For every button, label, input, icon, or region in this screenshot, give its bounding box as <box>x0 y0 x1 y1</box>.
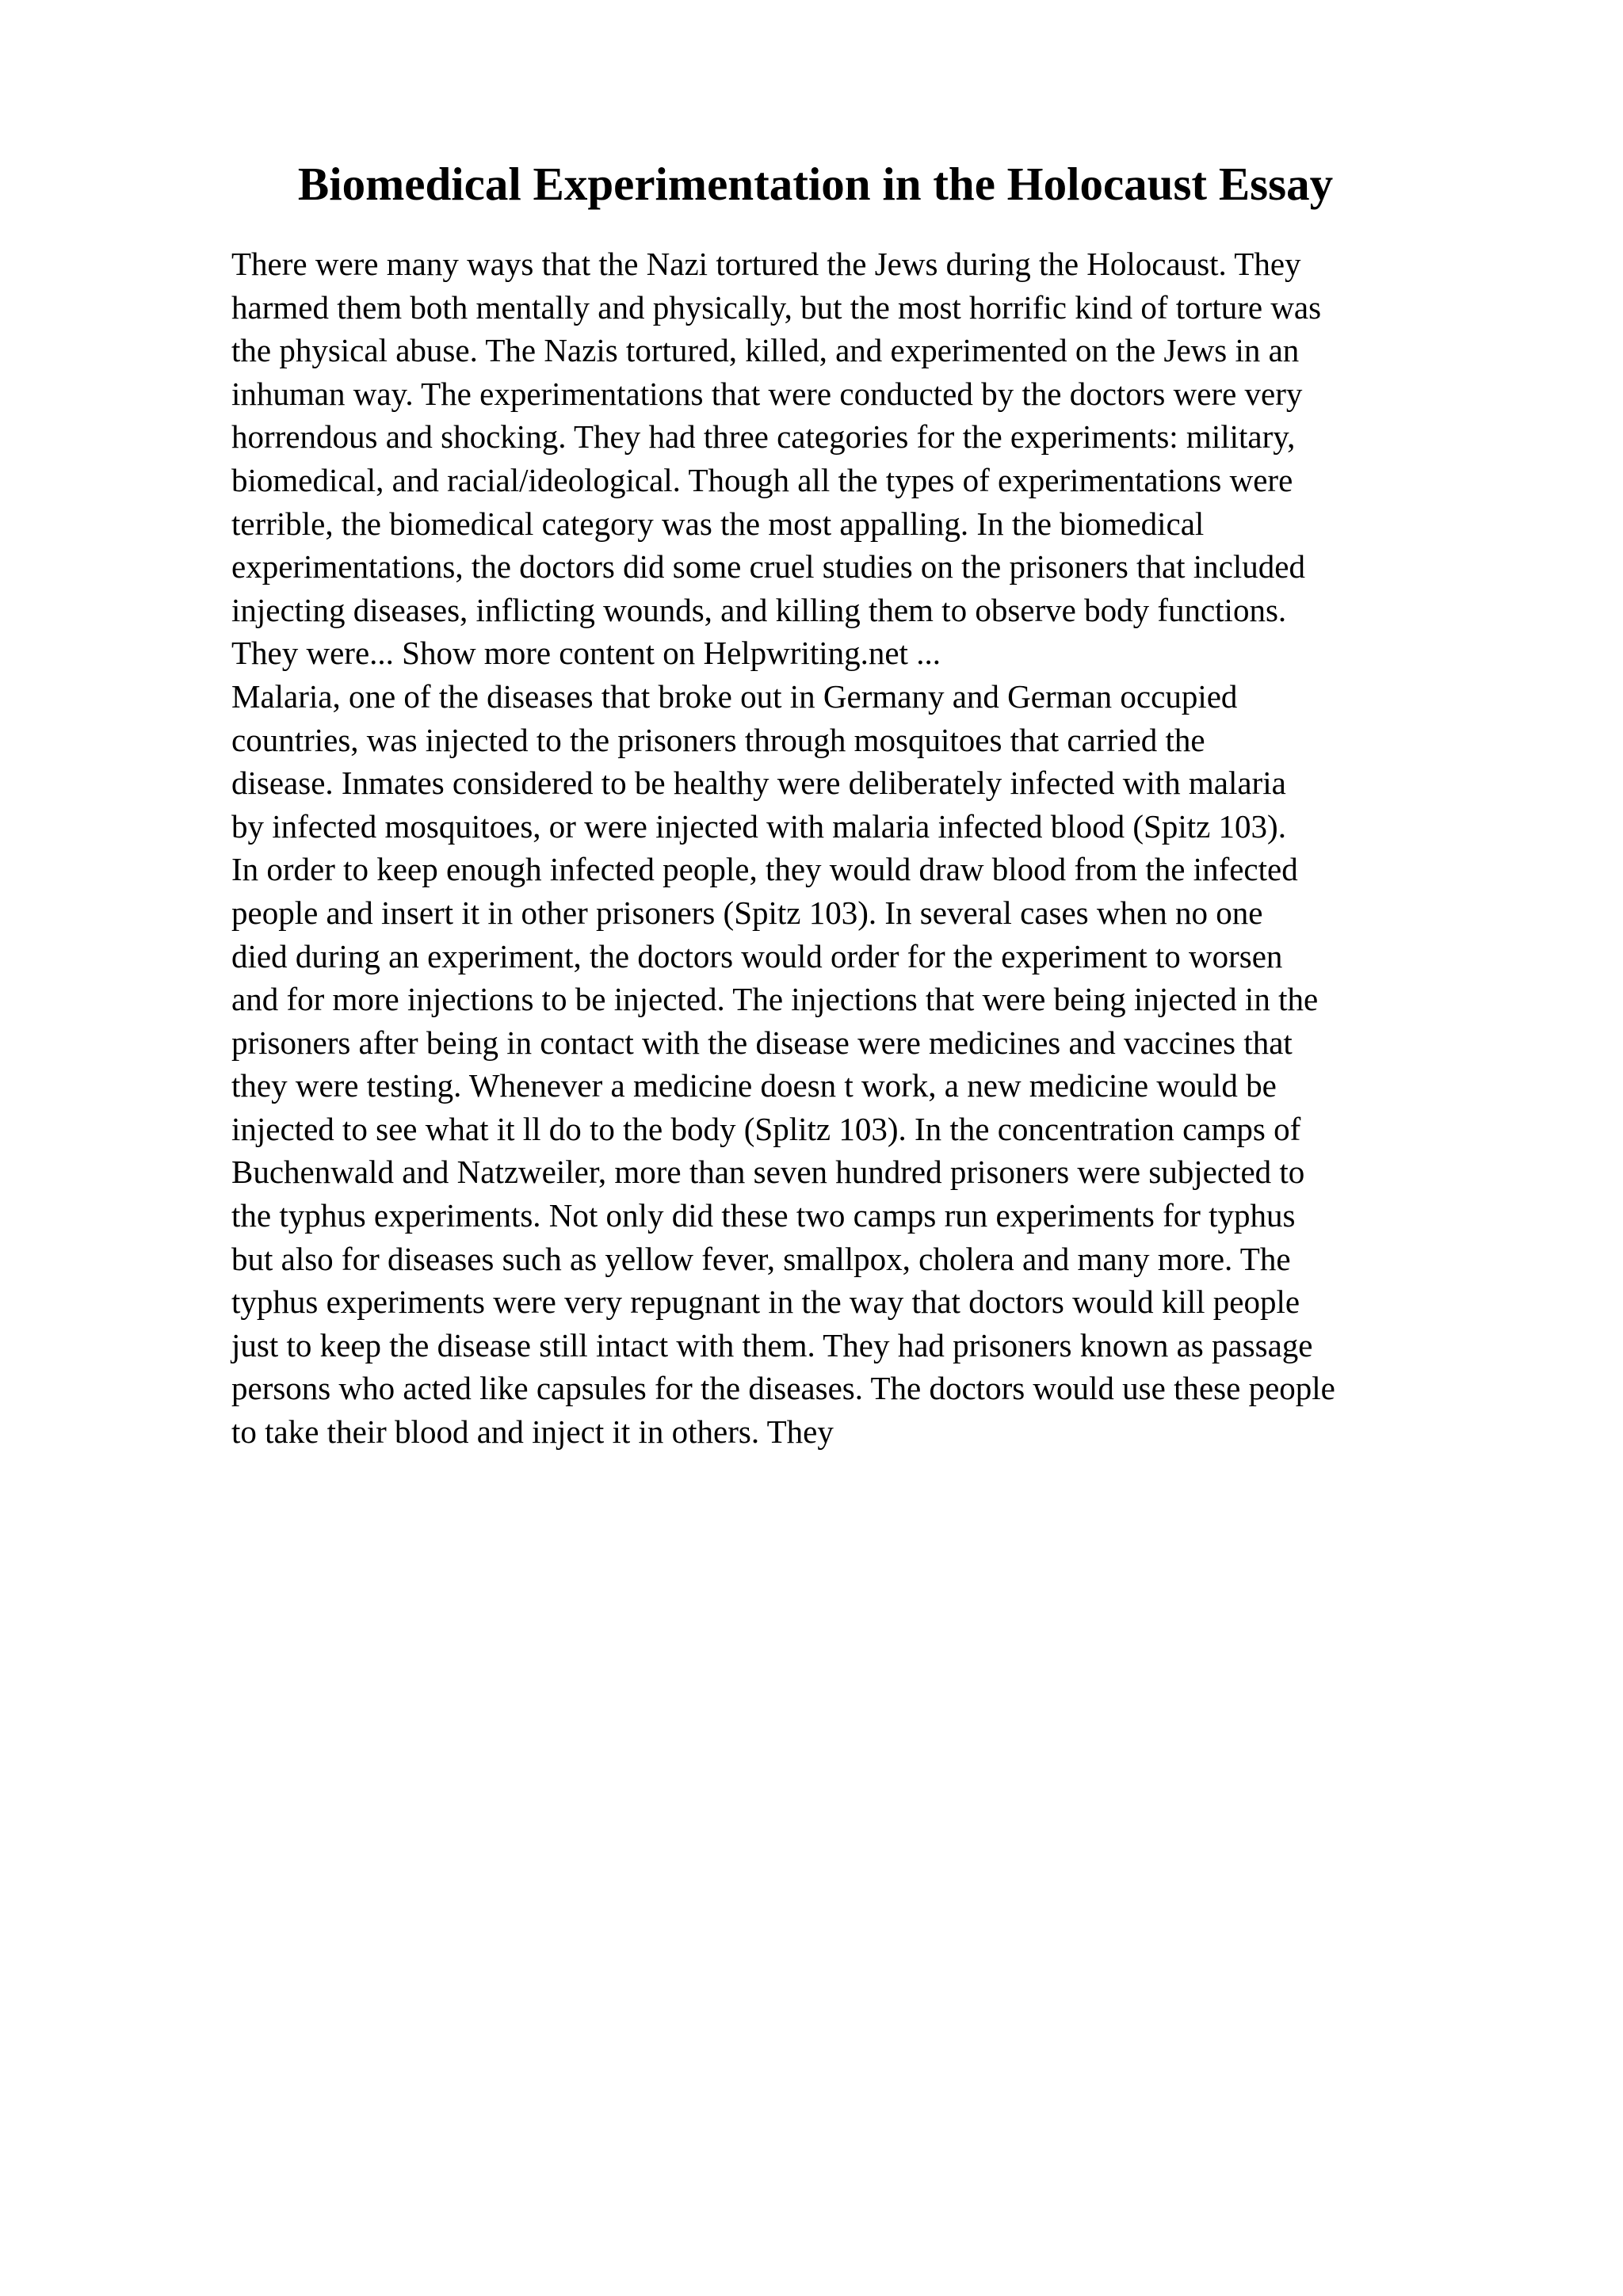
document-title: Biomedical Experimentation in the Holocaust Essay <box>297 158 1334 210</box>
body-line: disease. Inmates considered to be healthy were deliberately infected with malaria <box>231 765 1286 802</box>
body-line: countries, was injected to the prisoners through mosquitoes that carried the <box>231 721 1205 758</box>
body-line: horrendous and shocking. They had three categories for the experiments: military, <box>231 418 1296 456</box>
body-line: people and insert it in other prisoners (Spitz 103). In several cases when no one <box>231 894 1263 931</box>
body-line: inhuman way. The experimentations that were conducted by the doctors were very <box>231 375 1303 412</box>
body-line: experimentations, the doctors did some cruel studies on the prisoners that included <box>231 548 1305 585</box>
body-line: and for more injections to be injected. The injections that were being injected in the <box>231 981 1319 1018</box>
body-line: the physical abuse. The Nazis tortured, killed, and experimented on the Jews in an <box>231 332 1300 369</box>
body-line: persons who acted like capsules for the diseases. The doctors would use these people <box>231 1370 1335 1407</box>
body-line: but also for diseases such as yellow fever, smallpox, cholera and many more. The <box>231 1240 1291 1277</box>
body-line: died during an experiment, the doctors would order for the experiment to worsen <box>231 937 1283 974</box>
body-line: terrible, the biomedical category was the most appalling. In the biomedical <box>231 505 1205 542</box>
body-line: Malaria, one of the diseases that broke out in Germany and German occupied <box>231 677 1238 715</box>
body-line: prisoners after being in contact with the disease were medicines and vaccines that <box>231 1024 1293 1061</box>
body-line: injected to see what it ll do to the body (Splitz 103). In the concentration camps of <box>231 1110 1301 1147</box>
body-line: by infected mosquitoes, or were injected with malaria infected blood (Spitz 103). <box>231 807 1286 845</box>
document-body <box>231 242 1499 1454</box>
body-line: In order to keep enough infected people, they would draw blood from the infected <box>231 851 1298 888</box>
body-line: typhus experiments were very repugnant in the way that doctors would kill people <box>231 1283 1300 1321</box>
body-line: the typhus experiments. Not only did these two camps run experiments for typhus <box>231 1197 1296 1234</box>
body-line: biomedical, and racial/ideological. Though all the types of experimentations were <box>231 461 1293 498</box>
body-line: harmed them both mentally and physically, but the most horrific kind of torture was <box>231 288 1322 326</box>
body-line: to take their blood and inject it in others. They <box>231 1413 834 1451</box>
body-line: injecting diseases, inflicting wounds, and killing them to observe body functions. <box>231 591 1287 628</box>
body-line: just to keep the disease still intact with them. They had prisoners known as passage <box>231 1326 1313 1363</box>
body-line: Buchenwald and Natzweiler, more than seven hundred prisoners were subjected to <box>231 1154 1305 1191</box>
body-line: they were testing. Whenever a medicine doesn t work, a new medicine would be <box>231 1067 1277 1104</box>
body-line: There were many ways that the Nazi tortured the Jews during the Holocaust. They <box>231 246 1301 282</box>
body-line: They were... Show more content on Helpwriting.net ... <box>231 635 941 672</box>
